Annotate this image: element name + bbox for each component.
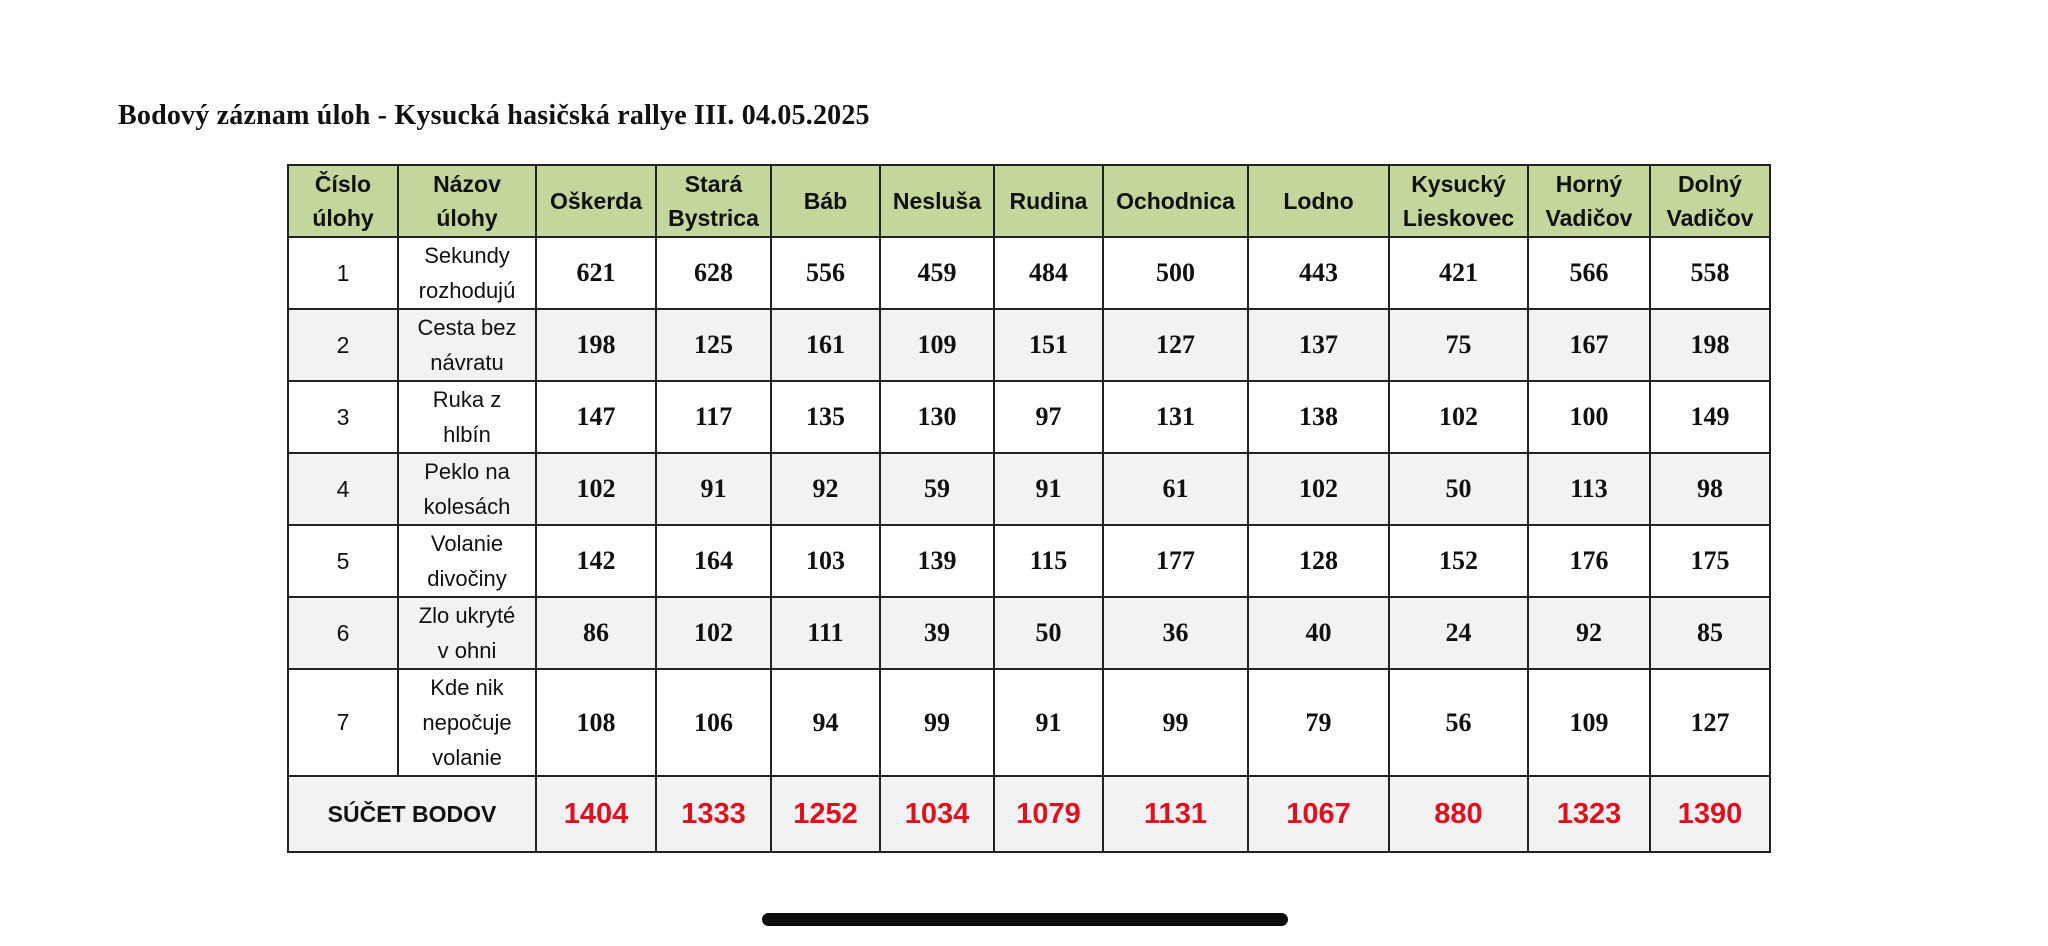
score-cell: 151 bbox=[994, 309, 1103, 381]
score-cell: 175 bbox=[1650, 525, 1770, 597]
header-line: Horný bbox=[1555, 171, 1623, 197]
score-cell: 102 bbox=[1389, 381, 1528, 453]
score-cell: 198 bbox=[536, 309, 656, 381]
score-cell: 176 bbox=[1528, 525, 1650, 597]
score-cell: 102 bbox=[536, 453, 656, 525]
score-cell: 91 bbox=[656, 453, 771, 525]
table-row bbox=[288, 669, 1770, 776]
task-name-cell bbox=[398, 237, 536, 309]
score-cell: 75 bbox=[1389, 309, 1528, 381]
task-number-cell: 3 bbox=[288, 381, 398, 453]
header-team-kysucky-lieskovec bbox=[1389, 165, 1528, 237]
header-line: Rudina bbox=[1009, 188, 1088, 214]
score-cell: 91 bbox=[994, 453, 1103, 525]
header-line: Vadičov bbox=[1666, 205, 1754, 231]
score-cell: 130 bbox=[880, 381, 994, 453]
score-cell: 142 bbox=[536, 525, 656, 597]
total-value: 880 bbox=[1389, 776, 1528, 852]
header-task-number bbox=[288, 165, 398, 237]
header-line: Názov bbox=[433, 171, 501, 197]
task-name-cell bbox=[398, 597, 536, 669]
header-team-rudina bbox=[994, 165, 1103, 237]
score-cell: 137 bbox=[1248, 309, 1389, 381]
header-team-stara-bystrica bbox=[656, 165, 771, 237]
score-cell: 138 bbox=[1248, 381, 1389, 453]
score-cell: 164 bbox=[656, 525, 771, 597]
header-line: Číslo bbox=[314, 171, 372, 197]
score-cell: 139 bbox=[880, 525, 994, 597]
task-name-cell bbox=[398, 525, 536, 597]
total-value: 1131 bbox=[1103, 776, 1248, 852]
score-table bbox=[287, 164, 1771, 853]
totals-row bbox=[288, 776, 1770, 852]
score-cell: 117 bbox=[656, 381, 771, 453]
task-name-cell bbox=[398, 381, 536, 453]
score-cell: 79 bbox=[1248, 669, 1389, 776]
header-line: Ochodnica bbox=[1116, 188, 1235, 214]
task-name-line: Sekundy bbox=[424, 243, 510, 268]
score-cell: 56 bbox=[1389, 669, 1528, 776]
score-cell: 91 bbox=[994, 669, 1103, 776]
header-row bbox=[288, 165, 1770, 237]
score-cell: 152 bbox=[1389, 525, 1528, 597]
task-number-cell: 5 bbox=[288, 525, 398, 597]
task-name-line: volanie bbox=[432, 745, 502, 770]
score-cell: 161 bbox=[771, 309, 880, 381]
header-team-bab bbox=[771, 165, 880, 237]
score-cell: 99 bbox=[1103, 669, 1248, 776]
task-name-line: kolesách bbox=[423, 494, 511, 519]
score-cell: 61 bbox=[1103, 453, 1248, 525]
header-team-dolny-vadicov bbox=[1650, 165, 1770, 237]
task-name-line: Kde nik bbox=[430, 675, 504, 700]
total-value: 1034 bbox=[880, 776, 994, 852]
task-name-line: rozhodujú bbox=[418, 278, 516, 303]
header-line: Lieskovec bbox=[1402, 205, 1515, 231]
table-row bbox=[288, 309, 1770, 381]
score-cell: 198 bbox=[1650, 309, 1770, 381]
score-cell: 484 bbox=[994, 237, 1103, 309]
task-name-line: Volanie bbox=[430, 531, 504, 556]
header-line: Vadičov bbox=[1545, 205, 1633, 231]
header-team-ochodnica bbox=[1103, 165, 1248, 237]
score-cell: 628 bbox=[656, 237, 771, 309]
score-cell: 99 bbox=[880, 669, 994, 776]
score-cell: 39 bbox=[880, 597, 994, 669]
task-name-line: Ruka z bbox=[432, 387, 502, 412]
score-cell: 125 bbox=[656, 309, 771, 381]
header-line: Stará bbox=[684, 171, 743, 197]
task-name-line: nepočuje bbox=[422, 710, 512, 735]
home-indicator-bar[interactable] bbox=[762, 913, 1288, 926]
header-line: úlohy bbox=[436, 205, 498, 231]
task-name-line: v ohni bbox=[437, 638, 497, 663]
table-row bbox=[288, 381, 1770, 453]
score-cell: 128 bbox=[1248, 525, 1389, 597]
score-cell: 100 bbox=[1528, 381, 1650, 453]
task-name-cell bbox=[398, 309, 536, 381]
score-cell: 50 bbox=[1389, 453, 1528, 525]
header-team-neslusa bbox=[880, 165, 994, 237]
task-number-cell: 7 bbox=[288, 669, 398, 776]
score-cell: 86 bbox=[536, 597, 656, 669]
totals-label: SÚČET BODOV bbox=[288, 776, 536, 852]
header-task-name bbox=[398, 165, 536, 237]
score-cell: 36 bbox=[1103, 597, 1248, 669]
score-cell: 98 bbox=[1650, 453, 1770, 525]
task-name-line: Cesta bez bbox=[417, 315, 517, 340]
table-row bbox=[288, 237, 1770, 309]
task-name-cell bbox=[398, 669, 536, 776]
task-number-cell: 1 bbox=[288, 237, 398, 309]
score-cell: 85 bbox=[1650, 597, 1770, 669]
score-cell: 621 bbox=[536, 237, 656, 309]
score-cell: 556 bbox=[771, 237, 880, 309]
score-cell: 167 bbox=[1528, 309, 1650, 381]
score-cell: 24 bbox=[1389, 597, 1528, 669]
document-title: Bodový záznam úloh - Kysucká hasičská rallye III. 04.05.2025 bbox=[118, 100, 870, 131]
header-line: Bystrica bbox=[668, 205, 759, 231]
score-cell: 103 bbox=[771, 525, 880, 597]
task-name-line: Zlo ukryté bbox=[418, 603, 516, 628]
score-cell: 40 bbox=[1248, 597, 1389, 669]
total-value: 1390 bbox=[1650, 776, 1770, 852]
score-cell: 59 bbox=[880, 453, 994, 525]
score-cell: 147 bbox=[536, 381, 656, 453]
task-name-cell bbox=[398, 453, 536, 525]
score-cell: 443 bbox=[1248, 237, 1389, 309]
score-cell: 102 bbox=[1248, 453, 1389, 525]
score-cell: 92 bbox=[771, 453, 880, 525]
total-value: 1079 bbox=[994, 776, 1103, 852]
total-value: 1333 bbox=[656, 776, 771, 852]
header-line: Oškerda bbox=[549, 188, 643, 214]
header-team-lodno bbox=[1248, 165, 1389, 237]
score-cell: 131 bbox=[1103, 381, 1248, 453]
score-cell: 109 bbox=[1528, 669, 1650, 776]
header-line: Báb bbox=[803, 188, 848, 214]
header-team-oskerda bbox=[536, 165, 656, 237]
score-cell: 566 bbox=[1528, 237, 1650, 309]
score-cell: 94 bbox=[771, 669, 880, 776]
score-cell: 127 bbox=[1103, 309, 1248, 381]
task-name-line: návratu bbox=[430, 350, 504, 375]
table-row bbox=[288, 525, 1770, 597]
score-cell: 113 bbox=[1528, 453, 1650, 525]
score-cell: 106 bbox=[656, 669, 771, 776]
score-cell: 177 bbox=[1103, 525, 1248, 597]
task-name-line: Peklo na bbox=[424, 459, 510, 484]
table-row bbox=[288, 597, 1770, 669]
score-cell: 109 bbox=[880, 309, 994, 381]
score-cell: 111 bbox=[771, 597, 880, 669]
score-cell: 115 bbox=[994, 525, 1103, 597]
total-value: 1252 bbox=[771, 776, 880, 852]
total-value: 1067 bbox=[1248, 776, 1389, 852]
score-cell: 127 bbox=[1650, 669, 1770, 776]
task-name-line: hlbín bbox=[443, 422, 491, 447]
score-cell: 500 bbox=[1103, 237, 1248, 309]
header-line: úlohy bbox=[312, 205, 374, 231]
score-cell: 149 bbox=[1650, 381, 1770, 453]
score-cell: 97 bbox=[994, 381, 1103, 453]
score-cell: 108 bbox=[536, 669, 656, 776]
header-line: Dolný bbox=[1678, 171, 1742, 197]
total-value: 1404 bbox=[536, 776, 656, 852]
header-line: Lodno bbox=[1283, 188, 1354, 214]
score-cell: 92 bbox=[1528, 597, 1650, 669]
task-number-cell: 2 bbox=[288, 309, 398, 381]
task-name-line: divočiny bbox=[427, 566, 507, 591]
header-team-horny-vadicov bbox=[1528, 165, 1650, 237]
header-line: Kysucký bbox=[1411, 171, 1506, 197]
score-cell: 459 bbox=[880, 237, 994, 309]
score-cell: 558 bbox=[1650, 237, 1770, 309]
total-value: 1323 bbox=[1528, 776, 1650, 852]
task-number-cell: 6 bbox=[288, 597, 398, 669]
task-number-cell: 4 bbox=[288, 453, 398, 525]
score-cell: 421 bbox=[1389, 237, 1528, 309]
score-cell: 102 bbox=[656, 597, 771, 669]
table-row bbox=[288, 453, 1770, 525]
score-cell: 50 bbox=[994, 597, 1103, 669]
header-line: Nesluša bbox=[892, 188, 982, 214]
score-cell: 135 bbox=[771, 381, 880, 453]
